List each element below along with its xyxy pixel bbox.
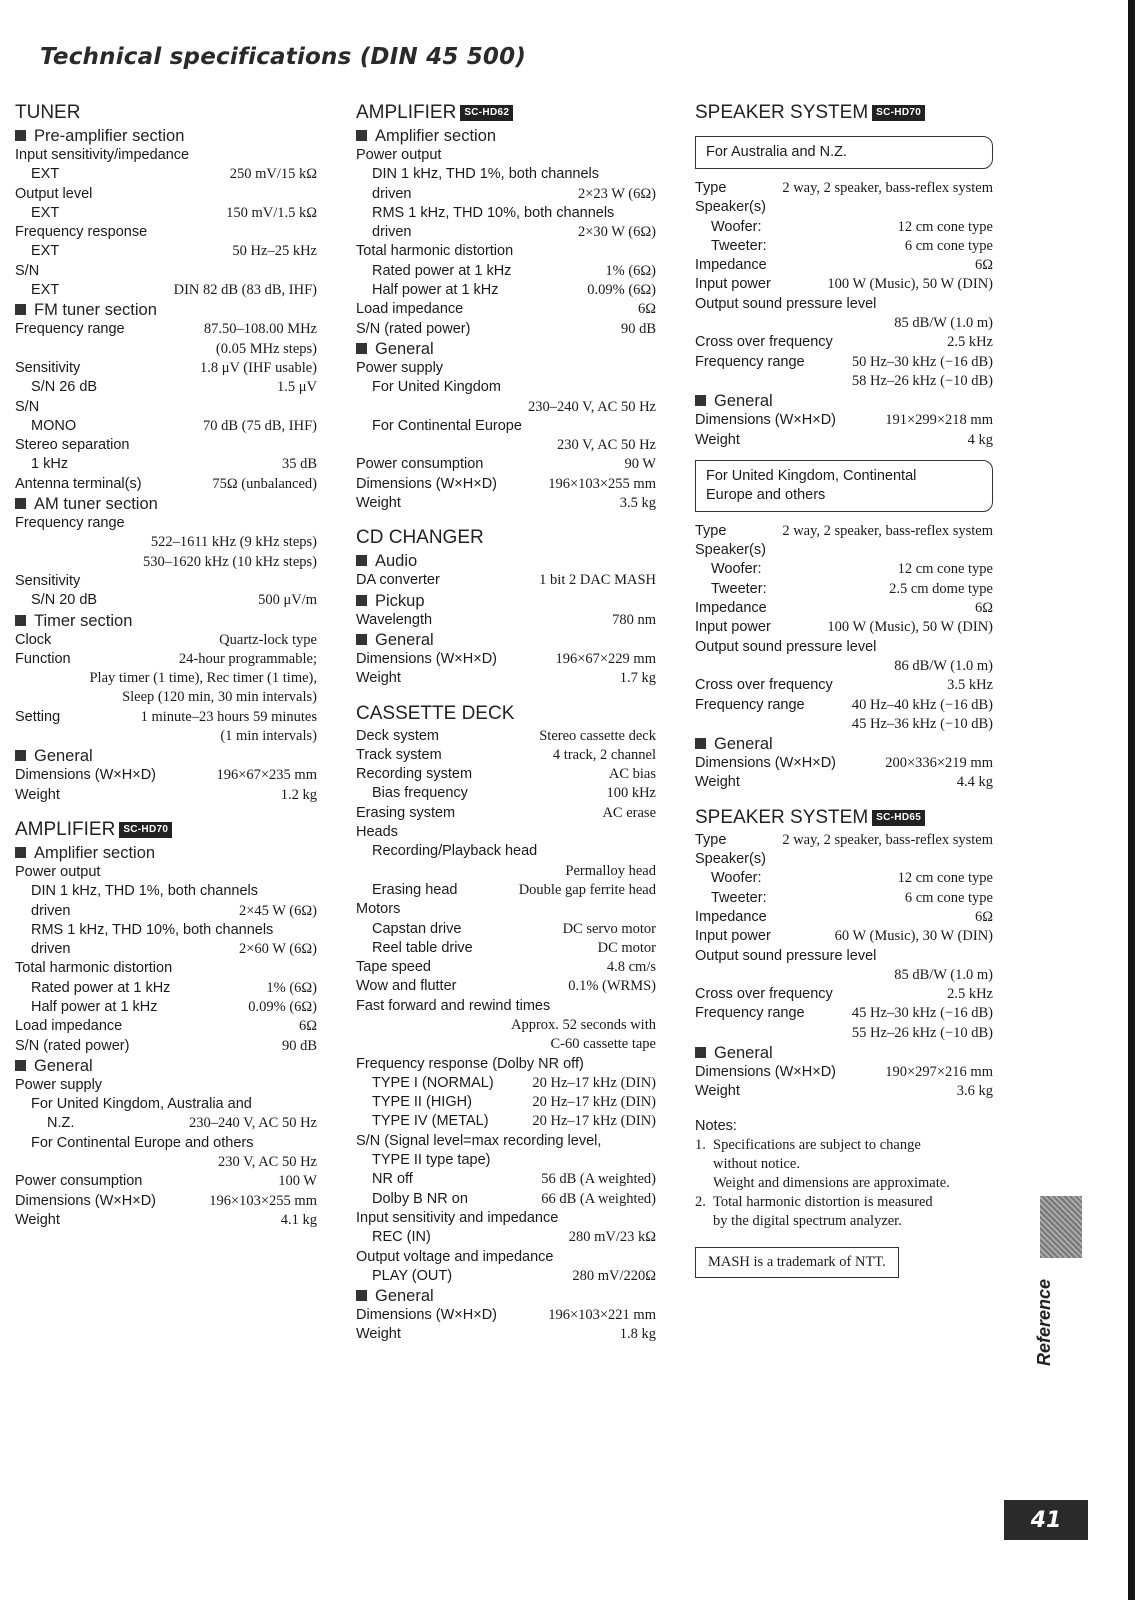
spec-row: DA converter 1 bit 2 DAC MASH bbox=[356, 572, 656, 589]
square-bullet-icon bbox=[695, 1047, 706, 1058]
spec-row: Dimensions (W×H×D) 196×103×221 mm bbox=[356, 1307, 656, 1324]
spec-row: Weight 4.4 kg bbox=[695, 774, 993, 791]
spec-row: S/N 26 dB 1.5 μV bbox=[31, 379, 317, 396]
spec-value-cont: 230 V, AC 50 Hz bbox=[557, 437, 656, 454]
fm-subheading: FM tuner section bbox=[15, 300, 317, 320]
amp70-section-subheading: Amplifier section bbox=[15, 843, 317, 863]
spec-row: Type 2 way, 2 speaker, bass-reflex system bbox=[695, 180, 993, 196]
spec-row: Woofer: 12 cm cone type bbox=[711, 218, 993, 235]
spec-value-cont: (0.05 MHz steps) bbox=[215, 340, 317, 357]
spec-row: Recording system AC bias bbox=[356, 766, 656, 783]
note-item: 2. Total harmonic distortion is measured bbox=[695, 1193, 933, 1210]
spec-label: Heads bbox=[356, 824, 398, 841]
square-bullet-icon bbox=[695, 395, 706, 406]
square-bullet-icon bbox=[15, 750, 26, 761]
spec-row: Impedance 6Ω bbox=[695, 908, 993, 925]
spec-label: Power output bbox=[15, 863, 101, 880]
spec-row: Input power 100 W (Music), 50 W (DIN) bbox=[695, 276, 993, 293]
square-bullet-icon bbox=[15, 130, 26, 141]
spec-row: Frequency range 40 Hz–40 kHz (−16 dB) bbox=[695, 696, 993, 713]
square-bullet-icon bbox=[356, 130, 367, 141]
spec-row: NR off 56 dB (A weighted) bbox=[372, 1171, 656, 1188]
note-item-cont: by the digital spectrum analyzer. bbox=[713, 1212, 902, 1229]
spec-row: Weight 1.7 kg bbox=[356, 670, 656, 687]
model-badge: SC-HD70 bbox=[872, 105, 925, 121]
notes-heading: Notes: bbox=[695, 1117, 737, 1134]
spec-label: Sensitivity bbox=[15, 572, 81, 589]
square-bullet-icon bbox=[356, 1290, 367, 1301]
spec-row: S/N (rated power) 90 dB bbox=[15, 1037, 317, 1054]
spec-row: Tweeter: 6 cm cone type bbox=[711, 889, 993, 906]
note-item-cont: without notice. bbox=[713, 1155, 800, 1172]
spec-row: TYPE II (HIGH) 20 Hz–17 kHz (DIN) bbox=[372, 1094, 656, 1111]
spec-row: Half power at 1 kHz 0.09% (6Ω) bbox=[31, 998, 317, 1015]
speaker70-au-general-subheading: General bbox=[695, 391, 993, 411]
spec-row: Dimensions (W×H×D) 191×299×218 mm bbox=[695, 412, 993, 429]
column-amp62-cd-cassette bbox=[356, 100, 656, 1345]
spec-label: Power supply bbox=[356, 359, 444, 376]
square-bullet-icon bbox=[356, 595, 367, 606]
cassette-general-subheading: General bbox=[356, 1286, 656, 1306]
spec-label: Motors bbox=[356, 901, 401, 918]
cd-general-subheading: General bbox=[356, 630, 656, 650]
spec-value-cont: C-60 cassette tape bbox=[550, 1036, 656, 1053]
spec-label: For United Kingdom bbox=[372, 379, 501, 396]
spec-row: Dimensions (W×H×D) 196×67×229 mm bbox=[356, 650, 656, 667]
spec-label: Input sensitivity and impedance bbox=[356, 1209, 559, 1226]
spec-row: Half power at 1 kHz 0.09% (6Ω) bbox=[372, 282, 656, 299]
note-item-cont: Weight and dimensions are approximate. bbox=[713, 1174, 950, 1191]
spec-label: Recording/Playback head bbox=[372, 843, 538, 860]
spec-label: Speaker(s) bbox=[695, 851, 766, 868]
spec-row: Tweeter: 2.5 cm dome type bbox=[711, 580, 993, 597]
page-edge-border bbox=[1128, 0, 1135, 1600]
spec-label: Output sound pressure level bbox=[695, 295, 877, 312]
spec-row: Woofer: 12 cm cone type bbox=[711, 870, 993, 887]
spec-row: Wow and flutter 0.1% (WRMS) bbox=[356, 978, 656, 995]
spec-label: Output sound pressure level bbox=[695, 947, 877, 964]
spec-row: Rated power at 1 kHz 1% (6Ω) bbox=[31, 979, 317, 996]
spec-row: Cross over frequency 2.5 kHz bbox=[695, 986, 993, 1003]
spec-value-cont: 55 Hz–26 kHz (−10 dB) bbox=[851, 1024, 993, 1041]
spec-row: driven 2×45 W (6Ω) bbox=[31, 902, 317, 919]
spec-row: Dimensions (W×H×D) 190×297×216 mm bbox=[695, 1063, 993, 1080]
pre-amp-subheading: Pre-amplifier section bbox=[15, 126, 317, 146]
region-box-au: For Australia and N.Z. bbox=[695, 136, 993, 169]
amp62-general-subheading: General bbox=[356, 339, 656, 359]
spec-row: Erasing head Double gap ferrite head bbox=[372, 881, 656, 898]
spec-row: Sensitivity 1.8 μV (IHF usable) bbox=[15, 359, 317, 376]
spec-row: driven 2×60 W (6Ω) bbox=[31, 941, 317, 958]
model-badge: SC-HD65 bbox=[872, 810, 925, 826]
spec-row: Tape speed 4.8 cm/s bbox=[356, 959, 656, 976]
square-bullet-icon bbox=[356, 634, 367, 645]
spec-value-cont: 45 Hz–36 kHz (−10 dB) bbox=[851, 715, 993, 732]
spec-row: Impedance 6Ω bbox=[695, 600, 993, 617]
spec-row: Impedance 6Ω bbox=[695, 257, 993, 274]
spec-row: Reel table drive DC motor bbox=[372, 939, 656, 956]
spec-row: S/N (rated power) 90 dB bbox=[356, 320, 656, 337]
spec-label: For Continental Europe and others bbox=[31, 1134, 254, 1151]
spec-row: Weight 1.2 kg bbox=[15, 786, 317, 803]
section-tab-label: Reference bbox=[1034, 1278, 1054, 1366]
spec-label: Speaker(s) bbox=[695, 199, 766, 216]
cassette-deck-heading: CASSETTE DECK bbox=[356, 702, 515, 724]
spec-value-cont: Play timer (1 time), Rec timer (1 time), bbox=[89, 670, 317, 687]
spec-label: Power output bbox=[356, 147, 442, 163]
spec-row: N.Z. 230–240 V, AC 50 Hz bbox=[47, 1115, 317, 1132]
spec-value-cont: (1 min intervals) bbox=[220, 728, 317, 745]
speaker70-uk-general-subheading: General bbox=[695, 734, 993, 754]
am-subheading: AM tuner section bbox=[15, 494, 317, 514]
spec-row: Capstan drive DC servo motor bbox=[372, 920, 656, 937]
speaker65-general-subheading: General bbox=[695, 1043, 993, 1063]
square-bullet-icon bbox=[15, 304, 26, 315]
spec-row: Frequency range 87.50–108.00 MHz bbox=[15, 321, 317, 338]
page-number: 41 bbox=[1004, 1500, 1088, 1540]
spec-row: Cross over frequency 2.5 kHz bbox=[695, 334, 993, 351]
spec-label: DIN 1 kHz, THD 1%, both channels bbox=[372, 166, 599, 183]
spec-value-cont: 85 dB/W (1.0 m) bbox=[894, 315, 993, 332]
spec-label: DIN 1 kHz, THD 1%, both channels bbox=[31, 883, 258, 900]
spec-row: Cross over frequency 3.5 kHz bbox=[695, 677, 993, 694]
spec-row: Frequency range 50 Hz–30 kHz (−16 dB) bbox=[695, 353, 993, 370]
spec-label: Frequency range bbox=[15, 515, 125, 532]
model-badge: SC-HD70 bbox=[119, 822, 172, 838]
spec-row: Bias frequency 100 kHz bbox=[372, 785, 656, 802]
spec-label: Total harmonic distortion bbox=[356, 243, 514, 260]
spec-row: Erasing system AC erase bbox=[356, 804, 656, 821]
amp62-section-subheading: Amplifier section bbox=[356, 126, 656, 146]
spec-value-cont: 86 dB/W (1.0 m) bbox=[894, 657, 993, 674]
spec-value-cont: Approx. 52 seconds with bbox=[511, 1016, 656, 1033]
speaker70-heading: SPEAKER SYSTEM SC-HD70 bbox=[695, 100, 993, 126]
spec-row: Dimensions (W×H×D) 196×103×255 mm bbox=[15, 1192, 317, 1209]
spec-value-cont: 230–240 V, AC 50 Hz bbox=[528, 398, 656, 415]
spec-row: Setting 1 minute–23 hours 59 minutes bbox=[15, 708, 317, 725]
spec-label: Speaker(s) bbox=[695, 542, 766, 559]
cd-changer-heading: CD CHANGER bbox=[356, 527, 484, 549]
spec-label: Output level bbox=[15, 185, 93, 202]
spec-row: Load impedance 6Ω bbox=[356, 301, 656, 318]
spec-row: MONO 70 dB (75 dB, IHF) bbox=[31, 417, 317, 434]
spec-label: Input sensitivity/impedance bbox=[15, 147, 190, 163]
spec-value-cont: 522–1611 kHz (9 kHz steps) bbox=[150, 534, 317, 551]
spec-value-cont: 530–1620 kHz (10 kHz steps) bbox=[143, 553, 317, 570]
spec-row: Power consumption 90 W bbox=[356, 456, 656, 473]
spec-row: Dolby B NR on 66 dB (A weighted) bbox=[372, 1190, 656, 1207]
spec-row: Dimensions (W×H×D) 196×67×235 mm bbox=[15, 767, 317, 784]
spec-row: EXT 250 mV/15 kΩ bbox=[31, 166, 317, 183]
spec-row: 1 kHz 35 dB bbox=[31, 456, 317, 473]
spec-row: Weight 1.8 kg bbox=[356, 1326, 656, 1343]
spec-label: Stereo separation bbox=[15, 437, 130, 454]
spec-row: Tweeter: 6 cm cone type bbox=[711, 237, 993, 254]
spec-row: Wavelength 780 nm bbox=[356, 611, 656, 628]
spec-value-cont: 230 V, AC 50 Hz bbox=[218, 1154, 317, 1171]
page-title: Technical specifications (DIN 45 500) bbox=[40, 44, 527, 70]
spec-label: S/N bbox=[15, 398, 40, 415]
spec-row: Weight 3.5 kg bbox=[356, 495, 656, 512]
spec-row: Track system 4 track, 2 channel bbox=[356, 746, 656, 763]
spec-label: TYPE II type tape) bbox=[372, 1152, 491, 1169]
square-bullet-icon bbox=[15, 615, 26, 626]
spec-label: RMS 1 kHz, THD 10%, both channels bbox=[372, 204, 615, 221]
spec-row: EXT DIN 82 dB (83 dB, IHF) bbox=[31, 282, 317, 299]
amp70-general-subheading: General bbox=[15, 1056, 317, 1076]
spec-label: For United Kingdom, Australia and bbox=[31, 1096, 252, 1113]
spec-row: EXT 150 mV/1.5 kΩ bbox=[31, 204, 317, 221]
spec-value-cont: 85 dB/W (1.0 m) bbox=[894, 966, 993, 983]
spec-row: Load impedance 6Ω bbox=[15, 1018, 317, 1035]
spec-row: Weight 4 kg bbox=[695, 431, 993, 448]
spec-row: Antenna terminal(s) 75Ω (unbalanced) bbox=[15, 475, 317, 492]
spec-label: Frequency response (Dolby NR off) bbox=[356, 1055, 584, 1072]
spec-label: Total harmonic distortion bbox=[15, 960, 173, 977]
column-tuner-amp70 bbox=[15, 100, 317, 1230]
spec-label: S/N bbox=[15, 262, 40, 279]
spec-row: S/N 20 dB 500 μV/m bbox=[31, 592, 317, 609]
tuner-heading: TUNER bbox=[15, 102, 81, 123]
spec-value-cont: Permalloy head bbox=[565, 862, 656, 879]
spec-row: Dimensions (W×H×D) 196×103×255 mm bbox=[356, 475, 656, 492]
spec-row: Weight 4.1 kg bbox=[15, 1211, 317, 1228]
spec-row: Dimensions (W×H×D) 200×336×219 mm bbox=[695, 755, 993, 772]
spec-row: PLAY (OUT) 280 mV/220Ω bbox=[372, 1267, 656, 1284]
spec-row: REC (IN) 280 mV/23 kΩ bbox=[372, 1229, 656, 1246]
spec-row: Function 24-hour programmable; bbox=[15, 650, 317, 667]
section-tab-pattern bbox=[1040, 1196, 1082, 1258]
tuner-general-subheading: General bbox=[15, 746, 317, 766]
spec-label: For Continental Europe bbox=[372, 417, 522, 434]
spec-row: Rated power at 1 kHz 1% (6Ω) bbox=[372, 262, 656, 279]
spec-row: Input power 100 W (Music), 50 W (DIN) bbox=[695, 619, 993, 636]
amp70-heading: AMPLIFIER SC-HD70 bbox=[15, 817, 317, 843]
spec-row: Type 2 way, 2 speaker, bass-reflex system bbox=[695, 831, 993, 848]
note-item: 1. Specifications are subject to change bbox=[695, 1136, 921, 1153]
spec-row: Clock Quartz-lock type bbox=[15, 631, 317, 648]
square-bullet-icon bbox=[356, 343, 367, 354]
spec-row: Frequency range 45 Hz–30 kHz (−16 dB) bbox=[695, 1005, 993, 1022]
spec-row: Input power 60 W (Music), 30 W (DIN) bbox=[695, 928, 993, 945]
spec-row: TYPE I (NORMAL) 20 Hz–17 kHz (DIN) bbox=[372, 1074, 656, 1091]
spec-row: driven 2×30 W (6Ω) bbox=[372, 224, 656, 241]
spec-label: RMS 1 kHz, THD 10%, both channels bbox=[31, 921, 274, 938]
spec-row: Weight 3.6 kg bbox=[695, 1083, 993, 1100]
column-speakers-notes bbox=[695, 100, 993, 1278]
spec-row: Woofer: 12 cm cone type bbox=[711, 561, 993, 578]
cd-audio-subheading: Audio bbox=[356, 551, 656, 571]
square-bullet-icon bbox=[356, 555, 367, 566]
square-bullet-icon bbox=[15, 847, 26, 858]
spec-row: Type 2 way, 2 speaker, bass-reflex system bbox=[695, 522, 993, 539]
spec-value-cont: 58 Hz–26 kHz (−10 dB) bbox=[851, 372, 993, 389]
spec-value-cont: Sleep (120 min, 30 min intervals) bbox=[122, 689, 317, 706]
amp62-heading: AMPLIFIER SC-HD62 bbox=[356, 100, 656, 126]
spec-label: Power supply bbox=[15, 1076, 103, 1093]
spec-row: Deck system Stereo cassette deck bbox=[356, 727, 656, 744]
timer-subheading: Timer section bbox=[15, 611, 317, 631]
spec-label: Output sound pressure level bbox=[695, 638, 877, 655]
model-badge: SC-HD62 bbox=[460, 105, 513, 121]
spec-row: driven 2×23 W (6Ω) bbox=[372, 185, 656, 202]
spec-label: S/N (Signal level=max recording level, bbox=[356, 1132, 602, 1149]
spec-row: Power consumption 100 W bbox=[15, 1173, 317, 1190]
spec-row: TYPE IV (METAL) 20 Hz–17 kHz (DIN) bbox=[372, 1113, 656, 1130]
spec-row: EXT 50 Hz–25 kHz bbox=[31, 243, 317, 260]
trademark-box: MASH is a trademark of NTT. bbox=[695, 1247, 899, 1278]
cd-pickup-subheading: Pickup bbox=[356, 591, 656, 611]
square-bullet-icon bbox=[695, 738, 706, 749]
square-bullet-icon bbox=[15, 498, 26, 509]
region-box-uk: For United Kingdom, Continental Europe and others bbox=[695, 460, 993, 512]
spec-label: Frequency response bbox=[15, 224, 148, 241]
speaker65-heading: SPEAKER SYSTEM SC-HD65 bbox=[695, 805, 993, 831]
spec-label: Output voltage and impedance bbox=[356, 1248, 554, 1265]
square-bullet-icon bbox=[15, 1060, 26, 1071]
spec-label: Fast forward and rewind times bbox=[356, 997, 551, 1014]
